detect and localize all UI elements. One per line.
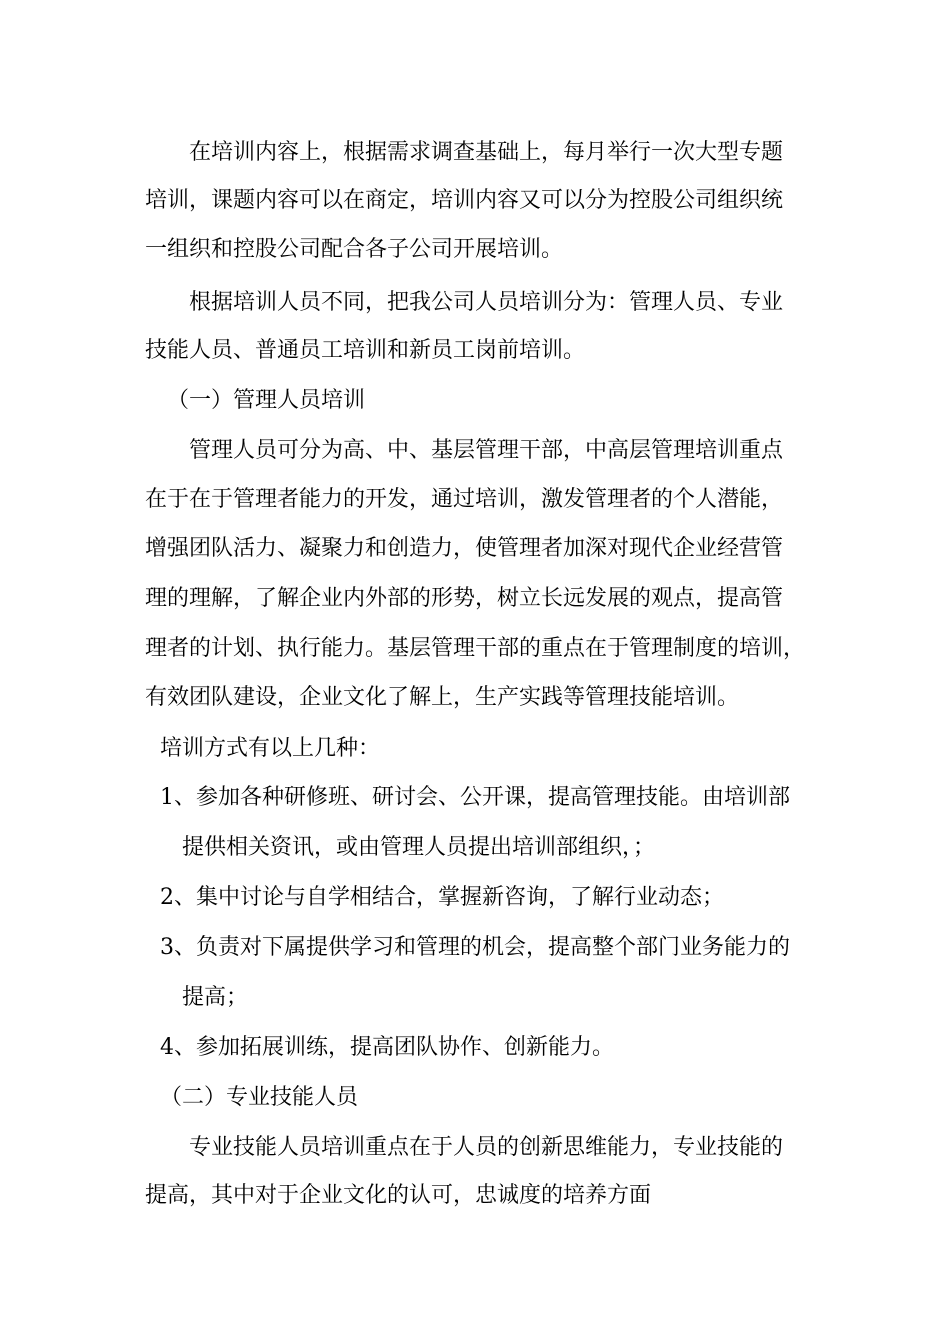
paragraph-line: 有效团队建设，企业文化了解上，生产实践等管理技能培训。 <box>145 685 740 710</box>
list-intro: 培训方式有以上几种： <box>160 736 381 761</box>
paragraph-line: 理者的计划、执行能力。基层管理干部的重点在于管理制度的培训， <box>145 636 806 661</box>
paragraph-line: 专业技能人员培训重点在于人员的创新思维能力，专业技能的 <box>189 1135 784 1160</box>
paragraph-line: 增强团队活力、凝聚力和创造力，使管理者加深对现代企业经营管 <box>145 536 784 561</box>
list-item-continuation: 提高； <box>182 985 249 1010</box>
paragraph-line: 在培训内容上，根据需求调查基础上，每月举行一次大型专题 <box>189 140 784 165</box>
paragraph-line: 理的理解，了解企业内外部的形势，树立长远发展的观点，提高管 <box>145 586 784 611</box>
paragraph-line: 提高，其中对于企业文化的认可，忠诚度的培养方面 <box>145 1183 652 1208</box>
section-heading: （二）专业技能人员 <box>160 1085 359 1110</box>
list-item: 4、参加拓展训练，提高团队协作、创新能力。 <box>160 1035 614 1060</box>
section-heading: （一）管理人员培训 <box>167 388 366 413</box>
paragraph-line: 培训，课题内容可以在商定，培训内容又可以分为控股公司组织统 <box>145 188 784 213</box>
list-item: 2、集中讨论与自学相结合，掌握新咨询，了解行业动态； <box>160 885 724 910</box>
paragraph-line: 技能人员、普通员工培训和新员工岗前培训。 <box>145 338 586 363</box>
list-item: 1、参加各种研修班、研讨会、公开课，提高管理技能。由培训部 <box>160 785 790 810</box>
paragraph-line: 一组织和控股公司配合各子公司开展培训。 <box>145 237 564 262</box>
paragraph-line: 管理人员可分为高、中、基层管理干部，中高层管理培训重点 <box>189 438 784 463</box>
paragraph-line: 在于在于管理者能力的开发，通过培训，激发管理者的个人潜能， <box>145 487 784 512</box>
paragraph-line: 根据培训人员不同，把我公司人员培训分为：管理人员、专业 <box>189 290 784 315</box>
list-item: 3、负责对下属提供学习和管理的机会，提高整个部门业务能力的 <box>160 935 790 960</box>
list-item-continuation: 提供相关资讯，或由管理人员提出培训部组织，； <box>182 835 656 860</box>
